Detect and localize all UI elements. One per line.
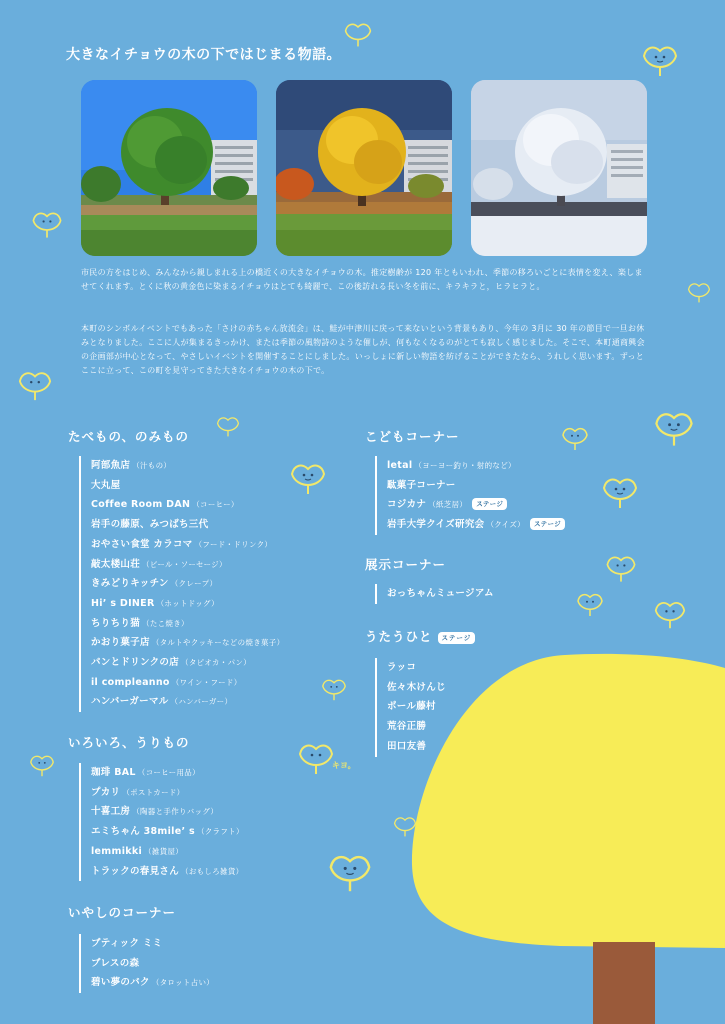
section-title-singers: うたうひと ステージ: [365, 627, 475, 645]
stage-badge: ステージ: [530, 518, 565, 530]
stage-badge: ステージ: [438, 632, 476, 644]
stage-badge: ステージ: [472, 498, 507, 510]
list-item: 荒谷正勝: [387, 721, 427, 733]
list-item: letal （ヨーヨー釣り・射的など）: [387, 460, 516, 471]
list-item: ブレスの森: [91, 957, 140, 969]
ginkgo-leaf-doodle-icon: [604, 552, 638, 588]
list-item: 大丸屋: [91, 479, 121, 491]
list-item: Coffee Room DAN （コーヒー）: [91, 499, 239, 511]
ginkgo-leaf-doodle-icon: [30, 208, 64, 244]
ginkgo-leaf-doodle-icon: [215, 414, 241, 442]
list-item: 岩手の藤原、みつばち三代: [91, 519, 209, 531]
list-item: lemmikki （雑貨屋）: [91, 845, 184, 857]
list-food: [79, 456, 284, 712]
list-item: Hi’ s DINER （ホットドッグ）: [91, 597, 219, 609]
ginkgo-leaf-doodle-icon: [342, 20, 374, 52]
ginkgo-leaf-doodle-icon: [652, 598, 688, 634]
list-item: きみどりキッチン （クレープ）: [91, 578, 218, 590]
list-item: トラックの春見さん （おもしろ雑貨）: [91, 865, 244, 877]
ginkgo-leaf-doodle-icon: [560, 424, 590, 456]
ginkgo-leaf-doodle-icon: [575, 590, 605, 622]
list-item: ポール藤村: [387, 701, 436, 713]
ginkgo-leaf-doodle-icon: [296, 740, 336, 780]
list-item: 岩手大学クイズ研究会 （クイズ） ステージ: [387, 515, 565, 535]
story-paragraph: 本町のシンボルイベントでもあった「さけの赤ちゃん放流会」は、鮭が中津川に戻って来ないという背景もあり、今年の 3月に 30 年の節目で一旦お休みとなりました。ここに人が集まるきっかけ、または季節の風物詩のような催しが、何もなくなるのがとても寂しく感じました。そこで、本町通商興会の企画部が中心となって、やさしいイベントを開催することにしました。いっしょに新しい物語を紡げることができたなら、うれしく思います。ずっとここに立って、この町を見守ってきた大きなイチョウの木の下で。: [81, 324, 645, 375]
list-item: il compleanno （ワイン・フード）: [91, 676, 242, 688]
ginkgo-leaf-doodle-icon: [28, 752, 56, 782]
list-item: エミちゃん 38mile’ s （クラフト）: [91, 826, 244, 838]
ginkgo-leaf-doodle-icon: [686, 280, 712, 308]
list-item: おやさい食堂 カラコマ （フード・ドリンク）: [91, 538, 273, 550]
ginkgo-leaf-doodle-icon: [652, 408, 696, 452]
list-item: かおり菓子店 （タルトやクッキーなどの焼き菓子）: [91, 637, 285, 649]
intro-paragraph: 市民の方をはじめ、みんなから親しまれる上の橋近くの大きなイチョウの木。推定樹齢が 120 年ともいわれ、季節の移ろいごとに表情を変え、楽しませてくれます。とくに秋の黄金色に染まるイチョウはとても綺麗で、この後訪れる長い冬を前に、キラキラと，ヒラヒラと。: [81, 268, 643, 291]
ginkgo-leaf-doodle-icon: [640, 42, 680, 82]
section-title-exhibit: 展示コーナー: [365, 557, 447, 572]
ginkgo-leaf-doodle-icon: [288, 460, 328, 500]
list-goods: [79, 763, 244, 881]
list-item: 十喜工房 （陶器と手作りバッグ）: [91, 806, 219, 818]
list-item: 敲太楼山荘 （ビール・ソーセージ）: [91, 558, 227, 570]
list-item: ハンバーガーマル （ハンバーガー）: [91, 696, 233, 708]
list-item: 碧い夢のバク （タロット占い）: [91, 977, 215, 989]
list-item: 阿部魚店 （汁もの）: [91, 460, 172, 471]
list-item: おっちゃんミュージアム: [387, 588, 494, 599]
list-item: 珈琲 BAL （コーヒー用品）: [91, 767, 200, 778]
list-exhibit: [375, 584, 494, 604]
headline: 大きなイチョウの木の下ではじまる物語。: [66, 47, 342, 63]
ginkgo-leaf-doodle-icon: [326, 850, 374, 898]
ginkgo-leaf-shape: [412, 654, 725, 948]
list-item: ちりちり猫 （たこ焼き）: [91, 617, 189, 629]
list-item: パンとドリンクの店 （タピオカ・パン）: [91, 657, 251, 669]
ginkgo-leaf-doodle-icon: [600, 474, 640, 514]
list-item: ブティック ミミ: [91, 938, 163, 949]
list-item: プカリ （ポストカード）: [91, 786, 185, 798]
list-item: 駄菓子コーナー: [387, 479, 456, 491]
ginkgo-leaf-doodle-icon: [16, 368, 54, 406]
list-item: 田口友善: [387, 740, 427, 752]
list-item: ラッコ: [387, 662, 417, 673]
list-item: コジカナ （紙芝居） ステージ: [387, 495, 565, 515]
ginkgo-leaf-doodle-icon: [392, 814, 418, 842]
ginkgo-leaf-doodle-icon: [320, 676, 348, 706]
list-healing: [79, 934, 214, 993]
section-title-healing: いやしのコーナー: [68, 905, 177, 920]
list-item: 佐々木けんじ: [387, 681, 446, 693]
section-title-goods: いろいろ、うりもの: [68, 735, 190, 750]
list-kids: [375, 456, 565, 535]
section-title-kids: こどもコーナー: [365, 429, 460, 444]
tree-trunk: [593, 942, 655, 1024]
list-singers: [375, 658, 446, 757]
section-title-food: たべもの、のみもの: [68, 429, 190, 444]
doodle-handwritten-text: キヨ。: [332, 761, 356, 770]
